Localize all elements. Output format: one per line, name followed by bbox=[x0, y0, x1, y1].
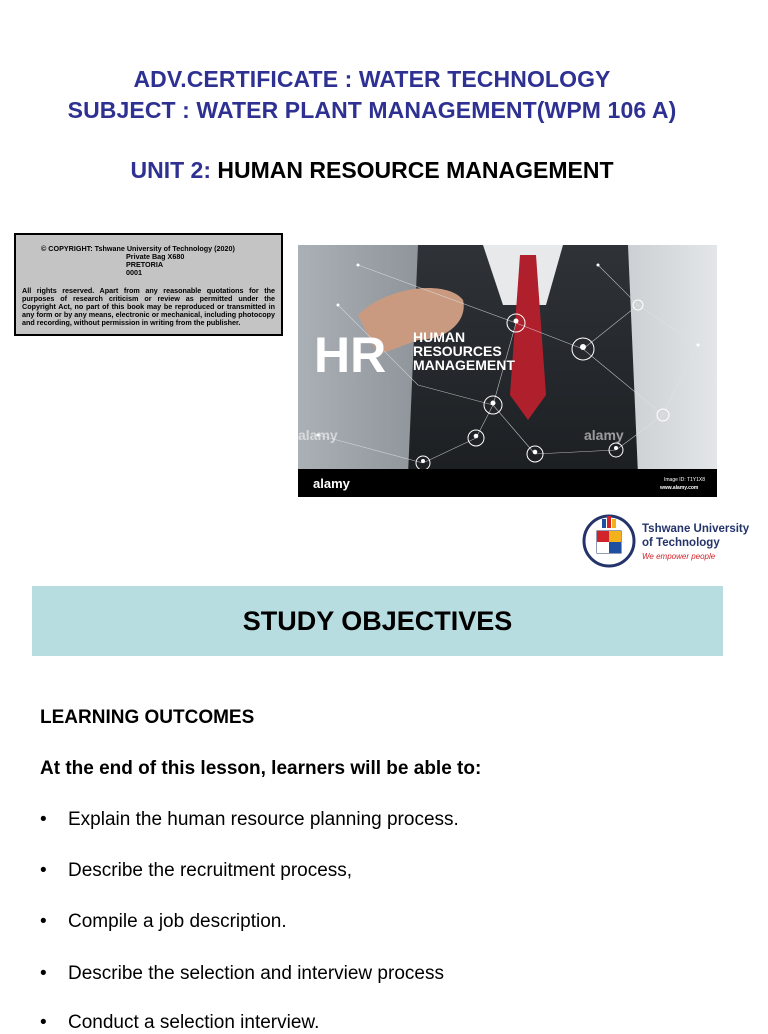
copyright-header bbox=[41, 245, 261, 277]
learning-outcomes-heading: LEARNING OUTCOMES bbox=[40, 707, 255, 728]
copyright-address-line: 0001 bbox=[126, 268, 142, 277]
hr-big-text: HR bbox=[314, 327, 387, 383]
university-name-line1: Tshwane University bbox=[642, 523, 750, 535]
course-title: ADV.CERTIFICATE : WATER TECHNOLOGY bbox=[133, 66, 611, 92]
list-item bbox=[40, 860, 352, 882]
copyright-notice bbox=[14, 233, 283, 336]
bullet-icon: • bbox=[40, 809, 47, 830]
study-objectives-banner bbox=[32, 586, 723, 656]
list-item-text: Explain the human resource planning process. bbox=[68, 809, 459, 830]
list-item-text: Conduct a selection interview. bbox=[68, 1012, 320, 1033]
hr-management-image bbox=[298, 245, 717, 497]
unit-name: HUMAN RESOURCE MANAGEMENT bbox=[211, 157, 614, 183]
bullet-icon: • bbox=[40, 911, 47, 932]
university-crest-icon bbox=[580, 511, 638, 569]
copyright-body: All rights reserved. Apart from any reasonable quotations for the purposes of research criticism or review as permitted under the Copyright Act, no part of this book may be reproduced or transmitted in any form or by any means, electronic or mechanical, including photocopy and recording, without permission in writing from the publisher. bbox=[22, 286, 275, 327]
hr-text-line3: MANAGEMENT bbox=[413, 357, 515, 373]
copyright-address-line: Private Bag X680 bbox=[126, 252, 185, 261]
copyright-address-line: PRETORIA bbox=[126, 260, 164, 269]
university-tagline: We empower people bbox=[642, 552, 716, 561]
list-item-text: Compile a job description. bbox=[68, 911, 287, 932]
bullet-icon: • bbox=[40, 860, 47, 881]
image-footer-id: Image ID: T1Y1X8 bbox=[664, 477, 706, 483]
unit-number: UNIT 2: bbox=[130, 157, 211, 183]
university-logo bbox=[580, 511, 748, 569]
list-item bbox=[40, 911, 287, 933]
image-footer-brand: alamy bbox=[313, 476, 350, 491]
university-name-line2: of Technology bbox=[642, 537, 720, 549]
list-item bbox=[40, 963, 444, 985]
hr-text-line2: RESOURCES bbox=[413, 343, 502, 359]
bullet-icon: • bbox=[40, 963, 47, 984]
watermark-text: alamy bbox=[584, 427, 624, 443]
watermark-text: alamy bbox=[298, 427, 338, 443]
list-item bbox=[40, 809, 459, 831]
subject-title: SUBJECT : WATER PLANT MANAGEMENT(WPM 106 A) bbox=[67, 97, 677, 123]
learning-outcomes-intro: At the end of this lesson, learners will be able to: bbox=[40, 758, 482, 779]
bullet-icon: • bbox=[40, 1012, 47, 1033]
hr-text-line1: HUMAN bbox=[413, 329, 466, 345]
unit-title bbox=[0, 157, 744, 184]
copyright-line: © COPYRIGHT: Tshwane University of Technology (2020) bbox=[41, 244, 235, 253]
list-item bbox=[40, 1012, 319, 1034]
list-item-text: Describe the recruitment process, bbox=[68, 860, 353, 881]
image-footer-url: www.alamy.com bbox=[660, 485, 699, 491]
list-item-text: Describe the selection and interview process bbox=[68, 963, 444, 984]
study-objectives-title: STUDY OBJECTIVES bbox=[242, 606, 513, 636]
